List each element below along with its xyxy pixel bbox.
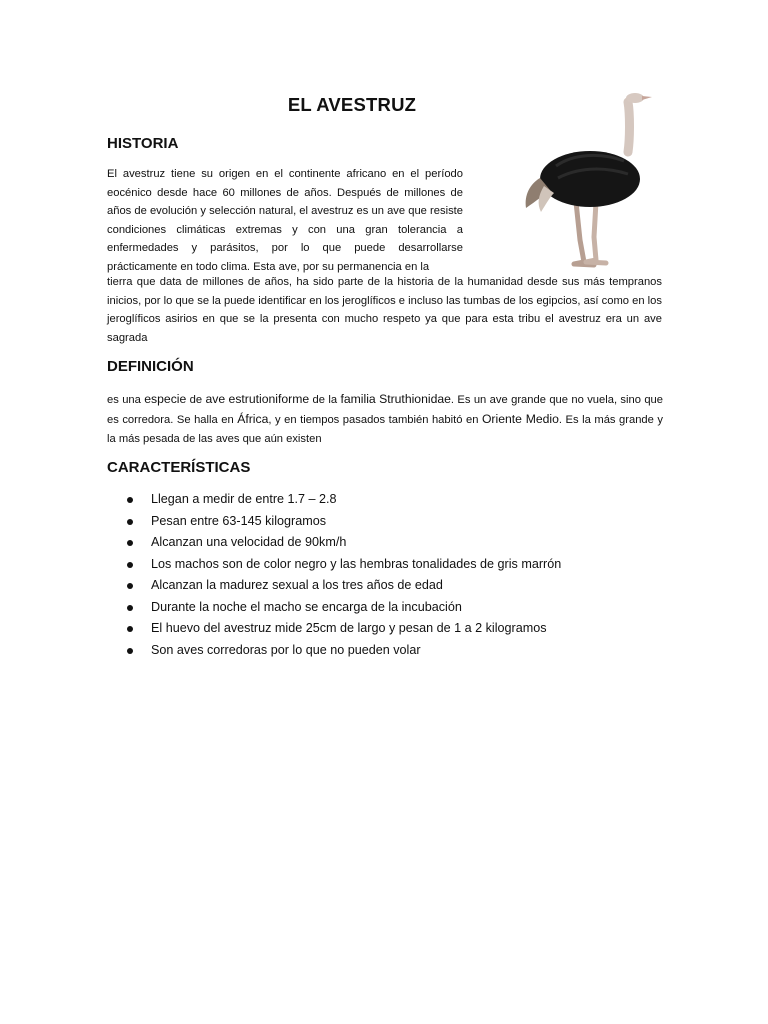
- section-heading-definicion: DEFINICIÓN: [107, 358, 194, 375]
- historia-paragraph-top: El avestruz tiene su origen en el continente africano en el período eocénico desde hace 60 millones de años. Después de millones de años de evolución y selección natural, el avestruz es un ave que resiste condiciones climáticas extremas y con una gran tolerancia a enfermedades y parásitos, por lo que puede desarrollarse prácticamente en todo clima. Esta ave, por su permanencia en la: [107, 168, 463, 273]
- definition-text: . Es la más grande y la más pesada de las aves que aún existen: [107, 414, 663, 445]
- section-heading-historia: HISTORIA: [107, 135, 179, 152]
- list-item: [125, 597, 685, 619]
- link-especie: especie: [144, 392, 187, 406]
- definition-text: de la: [309, 394, 341, 406]
- characteristics-list: [125, 489, 685, 661]
- link-oriente-medio: Oriente Medio: [481, 412, 559, 426]
- list-item-text: Alcanzan la madurez sexual a los tres años de edad: [151, 578, 443, 592]
- bullet-icon: [127, 605, 133, 611]
- link-africa: África: [237, 412, 269, 426]
- list-item: [125, 640, 685, 662]
- list-item-text: Pesan entre 63-145 kilogramos: [151, 513, 327, 528]
- list-item: [125, 575, 685, 597]
- link-familia: familia: [340, 392, 376, 406]
- list-item: [125, 532, 685, 554]
- bullet-icon: [127, 648, 133, 654]
- list-item: [125, 511, 685, 533]
- historia-paragraph-bottom: tierra que data de millones de años, ha sido parte de la historia de la humanidad desde sus más tempranos inicios, por lo que se la puede identificar en los jeroglíficos e incluso las tumbas de los egipcios, así como en los jeroglíficos asirios en que se la presenta con mucho respeto ya que para esta tribu el avestruz era un ave sagrada: [107, 276, 662, 344]
- list-item-text: Alcanzan una velocidad de 90km/h: [151, 535, 347, 549]
- list-item-text: Llegan a medir de entre 1.7 – 2.8: [151, 492, 337, 506]
- bullet-icon: [127, 497, 133, 503]
- bullet-icon: [127, 519, 133, 525]
- list-item: [125, 554, 685, 576]
- list-item-text: Los machos son de color negro y las hembras tonalidades de gris marrón: [151, 556, 562, 571]
- list-item: [125, 489, 685, 511]
- link-estrutioniforme: estrutioniforme: [228, 392, 310, 406]
- list-item-text: El huevo del avestruz mide 25cm de largo y pesan de 1 a 2 kilogramos: [151, 621, 547, 635]
- bullet-icon: [127, 626, 133, 632]
- ostrich-image: [478, 92, 698, 272]
- definition-text: , y en tiempos pasados también habitó en: [268, 414, 482, 426]
- document-title: EL AVESTRUZ: [287, 94, 417, 115]
- definition-text: es una: [107, 394, 145, 406]
- list-item-text: Durante la noche el macho se encarga de la incubación: [151, 599, 462, 614]
- list-item-text: Son aves corredoras por lo que no pueden volar: [151, 642, 421, 657]
- definition-text: de: [186, 394, 206, 406]
- bullet-icon: [127, 540, 133, 546]
- list-item: [125, 618, 685, 640]
- section-heading-caracteristicas: CARACTERÍSTICAS: [107, 459, 251, 476]
- definicion-paragraph: [107, 390, 663, 449]
- bullet-icon: [127, 583, 133, 589]
- definition-text: . Es un ave grande que no vuela, sino que es corredora. Se halla en: [107, 394, 664, 426]
- link-ave: ave: [205, 392, 226, 406]
- bullet-icon: [127, 562, 133, 568]
- link-struthionidae: Struthionidae: [379, 392, 451, 406]
